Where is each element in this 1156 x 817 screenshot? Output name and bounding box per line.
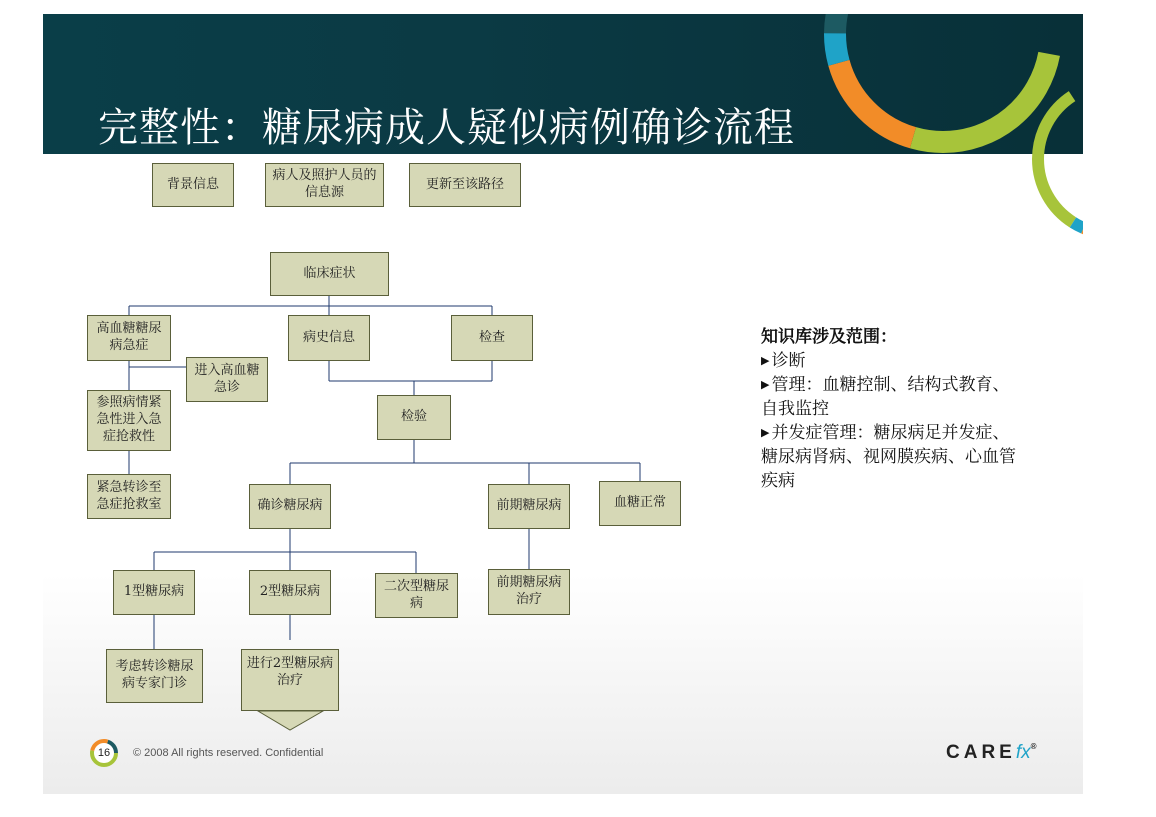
knowledge-scope-panel xyxy=(761,325,1021,493)
box-examination: 检查 xyxy=(451,315,533,361)
knowledge-item: ▶ 并发症管理：糖尿病足并发症、糖尿病肾病、视网膜疾病、心血管疾病 xyxy=(761,423,1016,491)
knowledge-item: ▶ 管理：血糖控制、结构式教育、自我监控 xyxy=(761,375,1010,419)
box-enter-emergency: 进入高血糖急诊 xyxy=(186,357,268,402)
bullet-triangle-icon: ▶ xyxy=(761,354,770,367)
box-secondary: 二次型糖尿病 xyxy=(375,573,458,618)
box-prediabetes: 前期糖尿病 xyxy=(488,484,570,529)
box-prediabetes-treatment: 前期糖尿病治疗 xyxy=(488,569,570,615)
box-consider-referral: 考虑转诊糖尿病专家门诊 xyxy=(106,649,203,703)
box-background-info: 背景信息 xyxy=(152,163,234,207)
page-number: 16 xyxy=(97,747,111,759)
box-normal-glucose: 血糖正常 xyxy=(599,481,681,526)
box-hyperglycemia-crisis: 高血糖糖尿病急症 xyxy=(87,315,171,361)
box-type1: 1型糖尿病 xyxy=(113,570,195,615)
bullet-triangle-icon: ▶ xyxy=(761,378,770,391)
box-urgent-transfer: 紧急转诊至急症抢救室 xyxy=(87,474,171,519)
bullet-triangle-icon: ▶ xyxy=(761,426,770,439)
carefx-logo: CAREfx® xyxy=(946,742,1037,763)
box-refer-condition: 参照病情紧急性进入急症抢救性 xyxy=(87,390,171,451)
down-arrow-shape xyxy=(258,711,323,730)
box-type2: 2型糖尿病 xyxy=(249,570,331,615)
box-type2-treatment: 进行2型糖尿病治疗 xyxy=(241,649,339,711)
slide xyxy=(43,14,1083,794)
knowledge-item: ▶ 诊断 xyxy=(761,351,806,371)
box-confirmed-diabetes: 确诊糖尿病 xyxy=(249,484,331,529)
knowledge-heading: 知识库涉及范围： xyxy=(761,327,897,347)
box-history: 病史信息 xyxy=(288,315,370,361)
page-title: 完整性：糖尿病成人疑似病例确诊流程 xyxy=(98,105,795,151)
copyright-text: © 2008 All rights reserved. Confidential xyxy=(133,747,324,759)
box-info-source: 病人及照护人员的信息源 xyxy=(265,163,384,207)
box-lab-test: 检验 xyxy=(377,395,451,440)
box-update-path: 更新至该路径 xyxy=(409,163,521,207)
box-clinical-symptoms: 临床症状 xyxy=(270,252,389,296)
